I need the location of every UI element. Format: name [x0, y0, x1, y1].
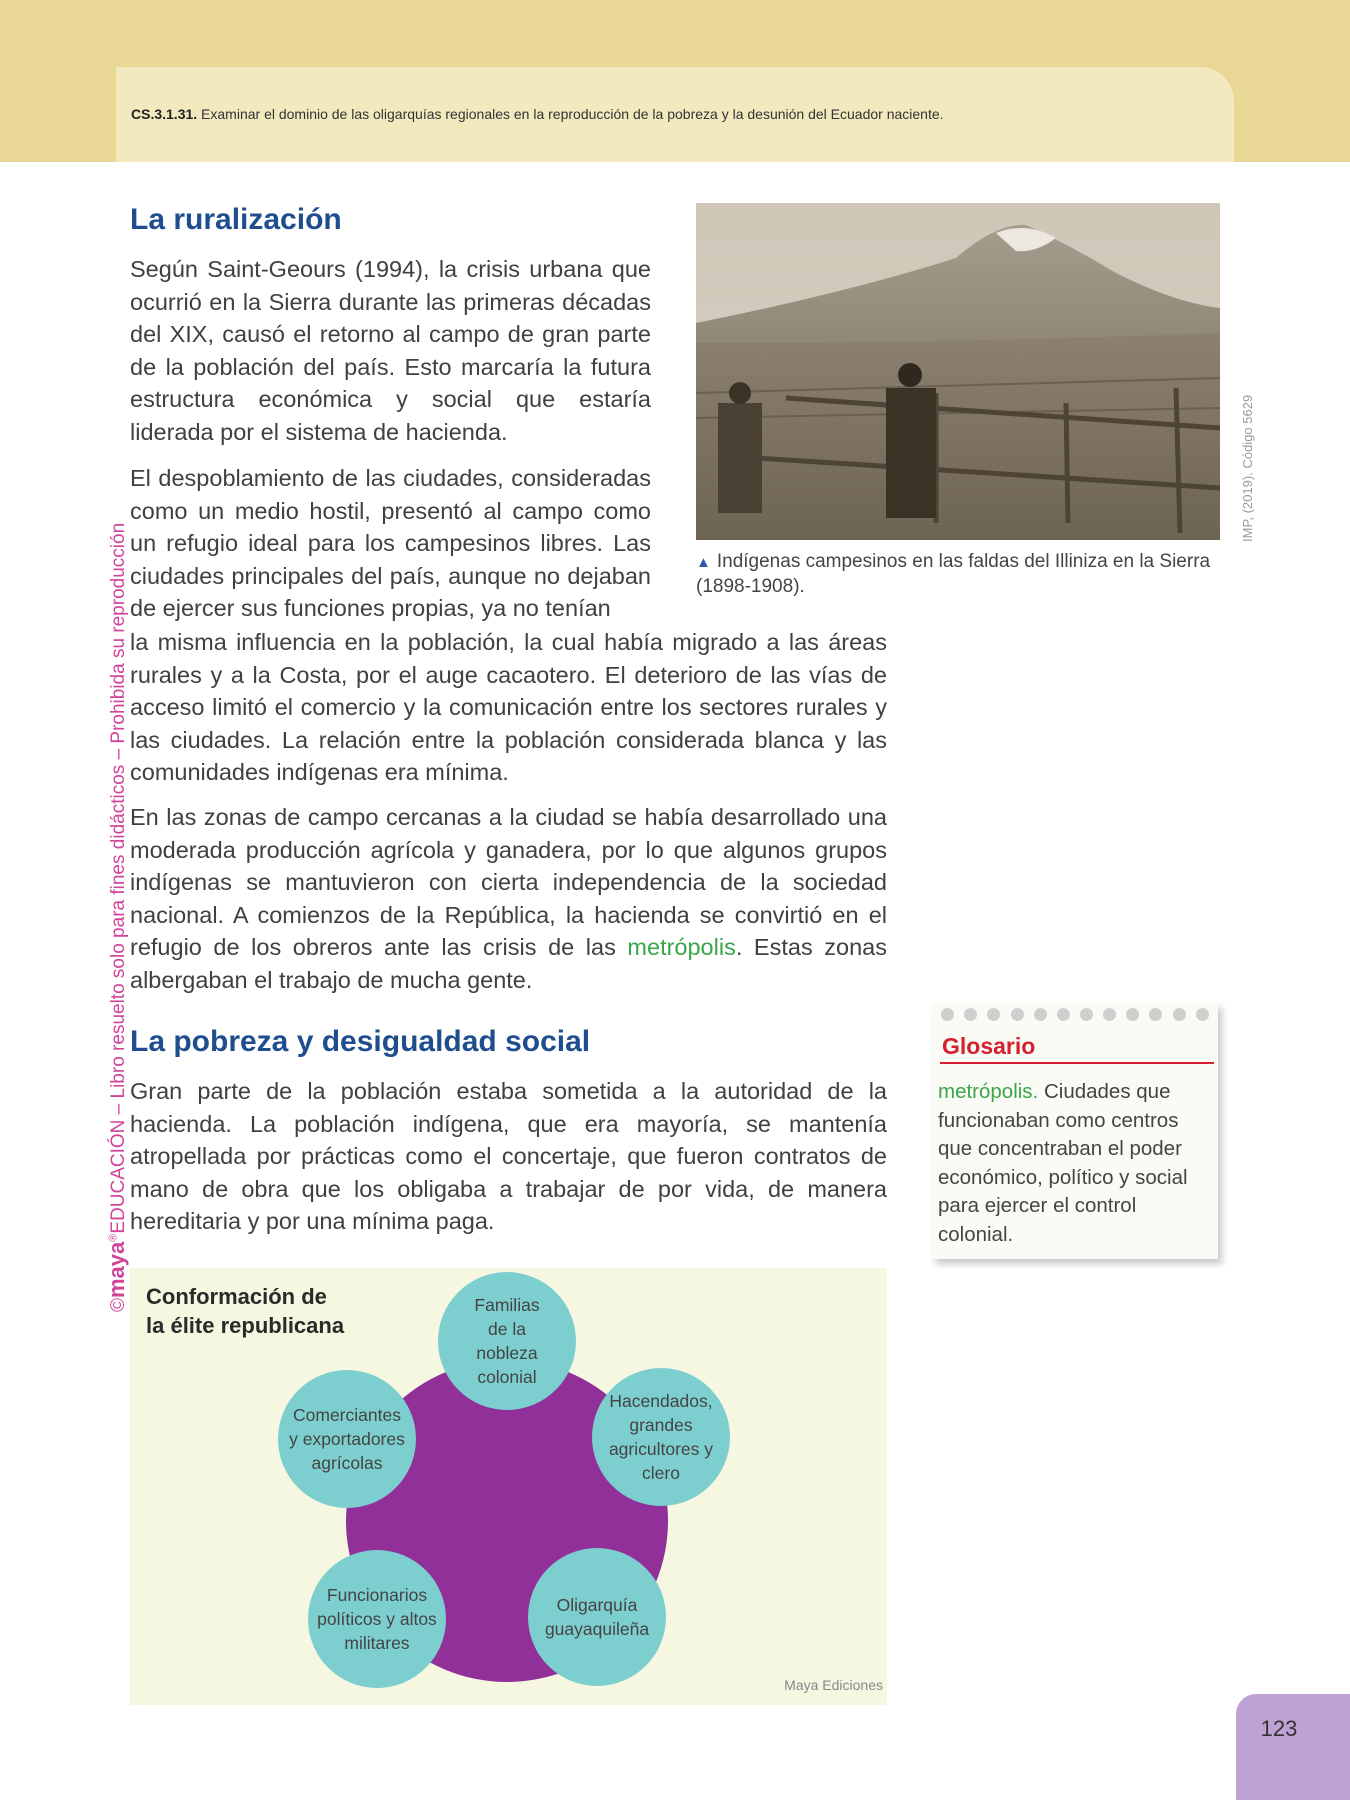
- paragraph-3: [130, 801, 887, 997]
- ring-icon: [1196, 1008, 1209, 1021]
- section-heading-pobreza: La pobreza y desigualdad social: [130, 1025, 591, 1058]
- diagram-title-line2: la élite republicana: [146, 1313, 345, 1338]
- diagram-title: [146, 1282, 344, 1340]
- ring-icon: [1126, 1008, 1139, 1021]
- paragraph-2-top: El despoblamiento de las ciudades, consideradas como un medio hostil, presentó al campo como un refugio ideal para los campesinos libres. Las ciudades principales del país, aunque no dejaban de ejercer sus funciones propias, ya no tenían: [130, 465, 651, 622]
- glossary-definition-text: Ciudades que funcionaban como centros que concentraban el poder económico, político y social para ejercer el control colonial.: [938, 1080, 1188, 1246]
- ring-icon: [987, 1008, 1000, 1021]
- side-note-text: EDUCACIÓN – Libro resuelto solo para fines didácticos – Prohibida su reproducción: [108, 522, 129, 1234]
- node-text: Comerciantes: [293, 1405, 401, 1425]
- ring-icon: [964, 1008, 977, 1021]
- skill-code: CS.3.1.31.: [131, 106, 198, 122]
- node-text: Oligarquía: [556, 1595, 638, 1615]
- node-hacendados: [592, 1368, 730, 1506]
- side-copyright-note: [104, 523, 130, 1312]
- elite-diagram: [130, 1268, 887, 1705]
- spiral-binding: [932, 1003, 1218, 1025]
- page-number: 123: [1260, 1716, 1298, 1741]
- node-text: grandes: [629, 1415, 693, 1435]
- node-text: guayaquileña: [544, 1619, 650, 1639]
- node-text: políticos y altos: [317, 1609, 437, 1629]
- skill-statement: [131, 106, 944, 122]
- glossary-definition: [938, 1078, 1214, 1250]
- node-text: colonial: [477, 1367, 537, 1387]
- node-funcionarios: [308, 1550, 446, 1688]
- ring-icon: [1011, 1008, 1024, 1021]
- diagram-title-line1: Conformación de: [146, 1284, 327, 1309]
- node-text: agricultores y: [608, 1439, 714, 1459]
- node-text: y exportadores: [289, 1429, 405, 1449]
- paragraph-3-text: En las zonas de campo cercanas a la ciudad se había desarrollado una moderada producción agrícola y ganadera, por lo que algunos grupos indígenas se mantuvieron con cierta independencia de la sociedad nacional. A comienzos de la República, la hacienda se convirtió en el refugio de los obreros ante las crisis de las: [130, 804, 887, 961]
- historic-photo: [696, 203, 1220, 540]
- node-oligarquia: [528, 1548, 666, 1686]
- paragraph-4: Gran parte de la población estaba sometida a la autoridad de la hacienda. La población indígena, que era mayoría, se mantenía atropellada por prácticas como el concertaje, que fueron contratos de mano de obra que los obligaba a trabajar de por vida, de manera hereditaria y por una mínima paga.: [130, 1078, 887, 1235]
- glossary-term: metrópolis.: [938, 1080, 1039, 1103]
- node-text: de la: [488, 1319, 526, 1339]
- glossary-title: Glosario: [942, 1033, 1036, 1059]
- page-number-tab: [1236, 1694, 1350, 1800]
- ring-icon: [1034, 1008, 1047, 1021]
- ring-icon: [1057, 1008, 1070, 1021]
- caption-triangle-icon: ▲: [696, 554, 711, 571]
- glossary-note: [932, 1003, 1218, 1259]
- copyright-symbol: ©: [108, 1298, 129, 1312]
- node-text: militares: [344, 1633, 410, 1653]
- photo-credit: IMP, (2019). Código 5629: [1240, 394, 1255, 542]
- caption-text: Indígenas campesinos en las faldas del Illiniza en la Sierra (1898-1908).: [696, 551, 1211, 597]
- node-familias-nobleza: [438, 1272, 576, 1410]
- node-text: agrícolas: [311, 1453, 383, 1473]
- skill-text: Examinar el dominio de las oligarquías regionales en la reproducción de la pobreza y la desunión del Ecuador naciente.: [201, 106, 944, 122]
- node-text: Funcionarios: [326, 1585, 428, 1605]
- node-text: Familias: [474, 1295, 540, 1315]
- registered-mark: ®: [107, 1233, 120, 1242]
- node-text: Hacendados,: [609, 1391, 713, 1411]
- maya-logo: maya: [104, 1241, 129, 1298]
- section-heading-ruralizacion: La ruralización: [130, 203, 342, 236]
- ring-icon: [1149, 1008, 1162, 1021]
- term-metropolis: metrópolis: [627, 934, 736, 961]
- glossary-divider: [940, 1062, 1214, 1064]
- photo-illustration: [696, 203, 1220, 540]
- paragraph-1: Según Saint-Geours (1994), la crisis urbana que ocurrió en la Sierra durante las primeras décadas del XIX, causó el retorno al campo de gran parte de la población del país. Esto marcaría la futura estructura económica y social que estaría liderada por el sistema de hacienda.: [130, 256, 651, 445]
- node-text: clero: [642, 1463, 680, 1483]
- node-comerciantes: [278, 1370, 416, 1508]
- diagram-source: Maya Ediciones: [784, 1677, 883, 1693]
- ring-icon: [1103, 1008, 1116, 1021]
- ring-icon: [1173, 1008, 1186, 1021]
- ring-icon: [941, 1008, 954, 1021]
- paragraph-3-end: . Estas zonas albergaban el trabajo de mucha gente.: [130, 934, 887, 993]
- paragraph-2-bottom: la misma influencia en la población, la cual había migrado a las áreas rurales y a la Costa, por el auge cacaotero. El deterioro de las vías de acceso limitó el comercio y la comunicación entre los sectores rurales y las ciudades. La relación entre la población considerada blanca y las comunidades indígenas era mínima.: [130, 629, 887, 786]
- ring-icon: [1080, 1008, 1093, 1021]
- node-text: nobleza: [476, 1343, 538, 1363]
- photo-caption: [696, 550, 1216, 599]
